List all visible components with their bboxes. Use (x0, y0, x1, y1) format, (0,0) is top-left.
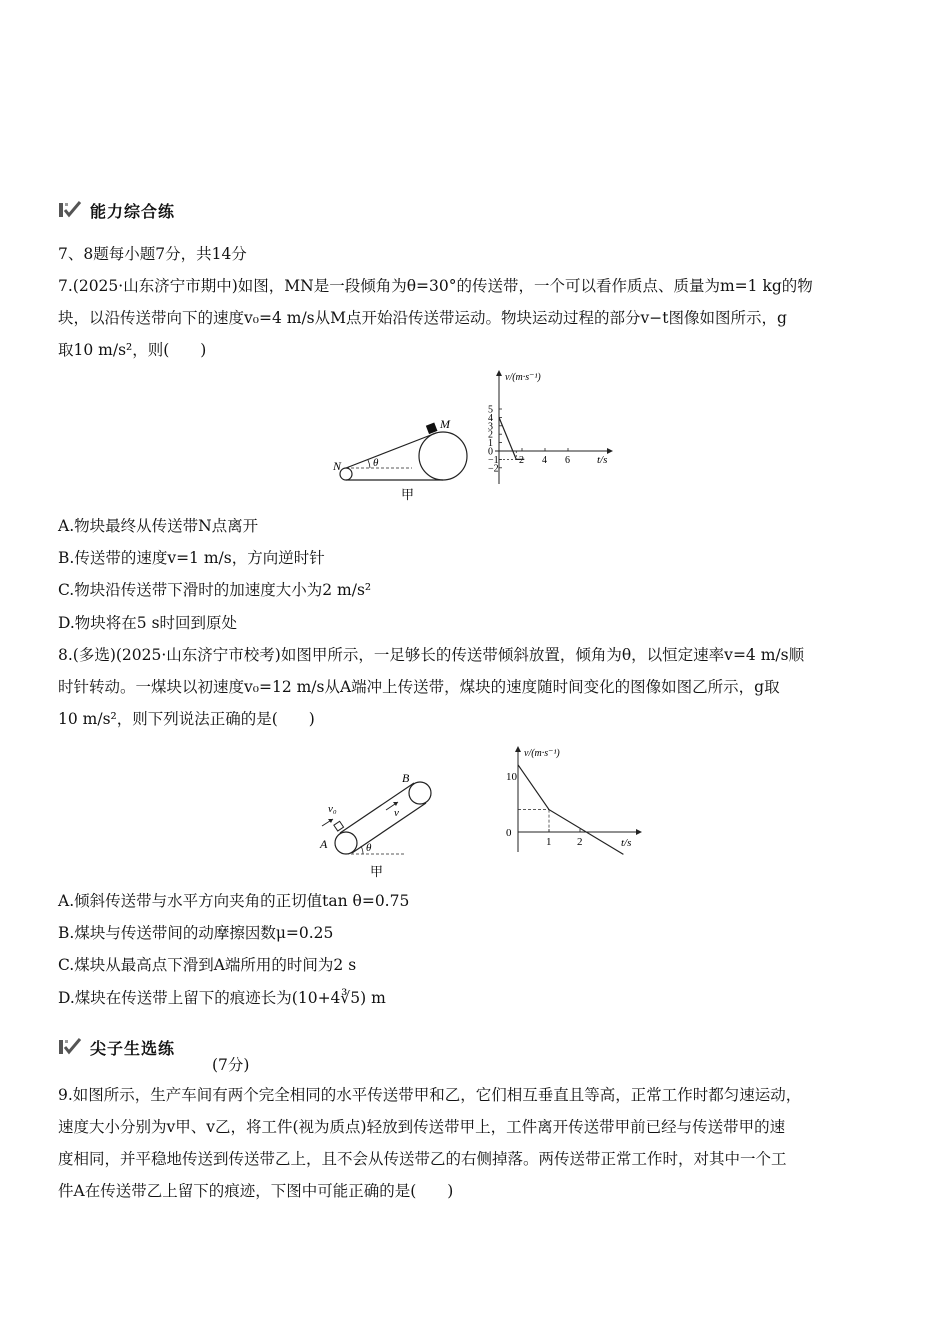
y-tick-label: −2 (488, 463, 499, 475)
y-tick-label: 1 (488, 438, 493, 450)
caption-jia: 甲 (401, 487, 415, 502)
y-tick-label: 3 (488, 421, 493, 433)
y-tick-label: 10 (506, 771, 517, 783)
q7-figure-yi (485, 366, 625, 506)
q7-option-b[interactable]: B.传送带的速度v=1 m/s，方向逆时针 (58, 549, 325, 567)
label-M: M (440, 417, 450, 431)
score-note: 7、8题每小题7分，共14分 (58, 245, 247, 263)
q8-line-3: 10 m/s²，则下列说法正确的是( ) (58, 710, 315, 728)
q8-option-a[interactable]: A.倾斜传送带与水平方向夹角的正切值tan θ=0.75 (58, 892, 410, 910)
x-axis-arrow (636, 829, 642, 835)
y-axis-label: v/(m·s⁻¹) (505, 372, 541, 383)
section-header-ability (58, 198, 175, 222)
q9-line-1: 9.如图所示，生产车间有两个完全相同的水平传送带甲和乙，它们相互垂直且等高，正常工作时都匀速运动， (58, 1086, 802, 1104)
x-tick-label: 2 (577, 836, 583, 848)
label-v0: v₀ (328, 803, 337, 815)
label-A: A (320, 837, 328, 851)
label-B: B (402, 771, 410, 785)
section-title: 能力综合练 (90, 201, 176, 221)
check-pencil-icon (58, 1037, 82, 1057)
x-axis-label: t/s (597, 454, 608, 466)
q8-figure-yi (500, 740, 650, 882)
q7-option-c[interactable]: C.物块沿传送带下滑时的加速度大小为2 m/s² (58, 581, 372, 599)
label-theta: θ (373, 457, 379, 469)
y-tick-label: −1 (488, 454, 499, 466)
y-tick-label: 4 (488, 412, 493, 424)
section-header-top-student (58, 1035, 175, 1059)
y-axis-arrow (515, 746, 521, 752)
check-pencil-icon (58, 200, 82, 220)
q8-figure-jia (318, 768, 448, 880)
q8-option-b[interactable]: B.煤块与传送带间的动摩擦因数μ=0.25 (58, 924, 334, 942)
v-t-line (499, 417, 524, 459)
q9-line-4: 件A在传送带乙上留下的痕迹，下图中可能正确的是( ) (58, 1182, 454, 1200)
x-tick-label: 1 (546, 836, 552, 848)
section-score: (7分) (212, 1056, 250, 1074)
label-N: N (333, 459, 342, 473)
q7-figure-jia (330, 410, 480, 505)
x-tick-label: 6 (565, 455, 570, 466)
q9-line-3: 度相同，并平稳地传送到传送带乙上，且不会从传送带乙的右侧掉落。两传送带正常工作时，对其中一个工 (58, 1150, 787, 1168)
q8-option-c[interactable]: C.煤块从最高点下滑到A端所用的时间为2 s (58, 956, 357, 974)
q7-line-3: 取10 m/s²，则( ) (58, 341, 207, 359)
x-tick-label: 4 (542, 455, 547, 466)
caption-jia: 甲 (370, 864, 384, 879)
q7-option-d[interactable]: D.物块将在5 s时回到原处 (58, 614, 238, 632)
q8-line-2: 时针转动。一煤块以初速度v₀=12 m/s从A端冲上传送带，煤块的速度随时间变化的图像如图乙所示，g取 (58, 678, 780, 696)
x-axis-arrow (607, 448, 613, 454)
y-tick-label: 0 (488, 446, 493, 458)
y-axis-label: v/(m·s⁻¹) (524, 748, 560, 759)
q7-line-2: 块，以沿传送带向下的速度v₀=4 m/s从M点开始沿传送带运动。物块运动过程的部分v−t图像如图所示，g (58, 309, 787, 327)
label-v: v (394, 807, 399, 819)
section-title: 尖子生选练 (90, 1038, 176, 1058)
y-axis-arrow (496, 370, 502, 376)
y-tick-label: 2 (488, 429, 493, 441)
label-theta: θ (366, 842, 372, 854)
q8-option-d[interactable]: D.煤块在传送带上留下的痕迹长为(10+4∛5) m (58, 989, 386, 1007)
q8-line-1: 8.(多选)(2025·山东济宁市校考)如图甲所示，一足够长的传送带倾斜放置，倾角为θ，以恒定速率v=4 m/s顺 (58, 646, 805, 664)
q9-line-2: 速度大小分别为v甲、v乙，将工件(视为质点)轻放到传送带甲上，工件离开传送带甲前已经与传送带甲的速 (58, 1118, 786, 1136)
q7-option-a[interactable]: A.物块最终从传送带N点离开 (58, 517, 259, 535)
q7-line-1: 7.(2025·山东济宁市期中)如图，MN是一段倾角为θ=30°的传送带，一个可以看作质点、质量为m=1 kg的物 (58, 277, 813, 295)
x-axis-label: t/s (621, 837, 632, 849)
y-tick-label: 5 (488, 404, 493, 416)
y-tick-label: 0 (506, 827, 512, 839)
x-tick-label: 2 (519, 455, 524, 466)
